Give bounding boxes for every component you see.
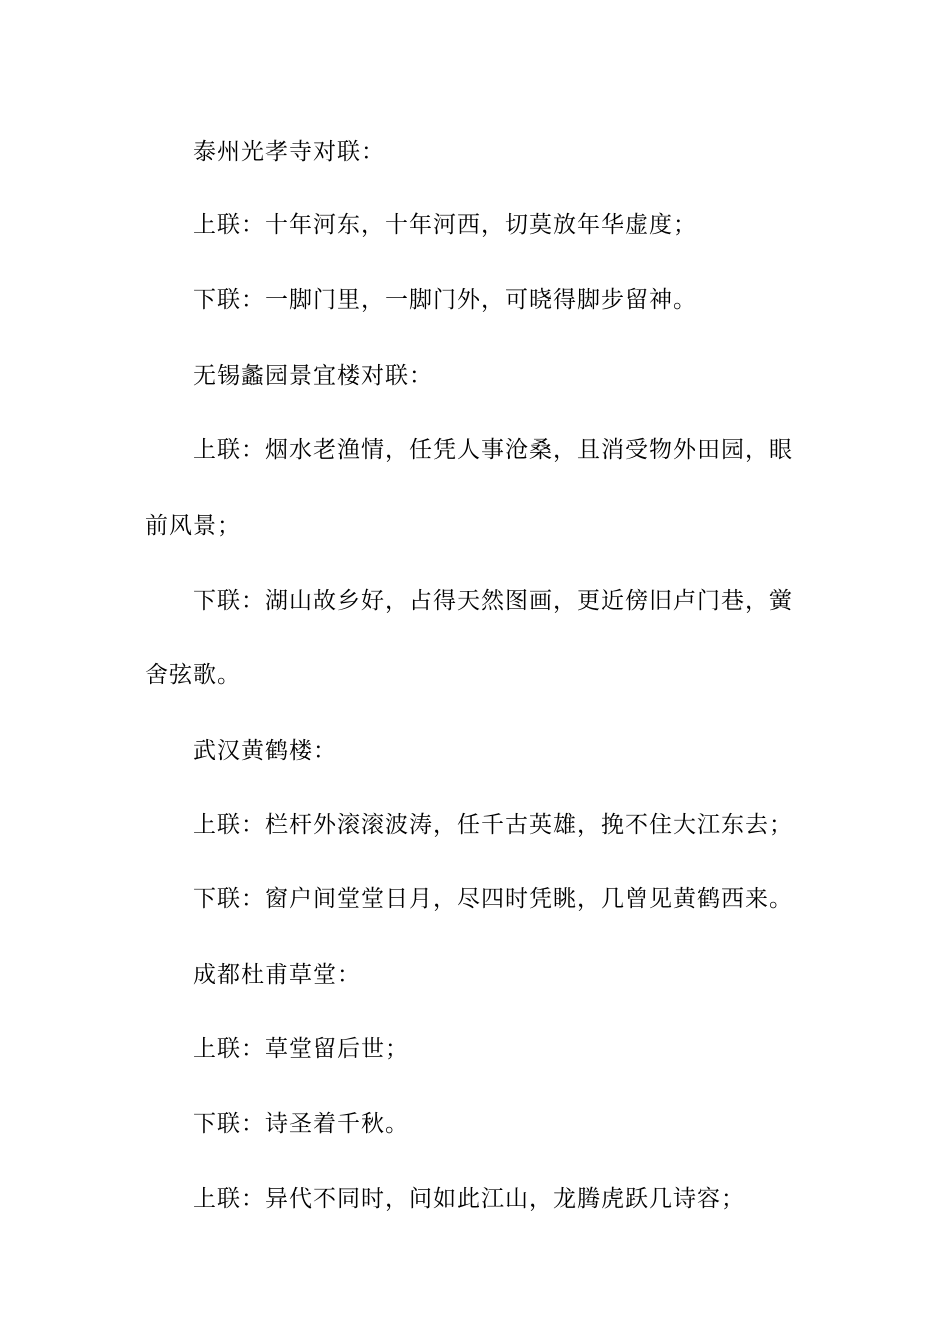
section-heading-taizhou: 泰州光孝寺对联： xyxy=(193,139,385,165)
couplet-upper-line: 上联：栏杆外滚滚波涛，任千古英雄，挽不住大江东去； xyxy=(193,812,793,838)
section-heading-chengdu: 成都杜甫草堂： xyxy=(193,962,361,988)
couplet-upper-line: 上联：草堂留后世； xyxy=(193,1036,409,1062)
couplet-upper-line-continuation: 前风景； xyxy=(145,513,241,539)
couplet-lower-line-continuation: 舍弦歌。 xyxy=(145,662,241,688)
couplet-lower-line-wrapped: 下联：湖山故乡好，占得天然图画，更近傍旧卢门巷，黉 xyxy=(193,588,793,614)
couplet-upper-line-wrapped: 上联：烟水老渔情，任凭人事沧桑，且消受物外田园，眼 xyxy=(193,437,793,463)
section-heading-wuhan: 武汉黄鹤楼： xyxy=(193,738,337,764)
couplet-lower-line: 下联：一脚门里，一脚门外，可晓得脚步留神。 xyxy=(193,287,697,313)
couplet-upper-line: 上联：异代不同时，问如此江山，龙腾虎跃几诗容； xyxy=(193,1186,745,1212)
couplet-lower-line: 下联：诗圣着千秋。 xyxy=(193,1111,409,1137)
couplet-lower-line: 下联：窗户间堂堂日月，尽四时凭眺，几曾见黄鹤西来。 xyxy=(193,886,793,912)
section-heading-wuxi: 无锡蠡园景宜楼对联： xyxy=(193,363,433,389)
couplet-upper-line: 上联：十年河东，十年河西，切莫放年华虚度； xyxy=(193,212,697,238)
